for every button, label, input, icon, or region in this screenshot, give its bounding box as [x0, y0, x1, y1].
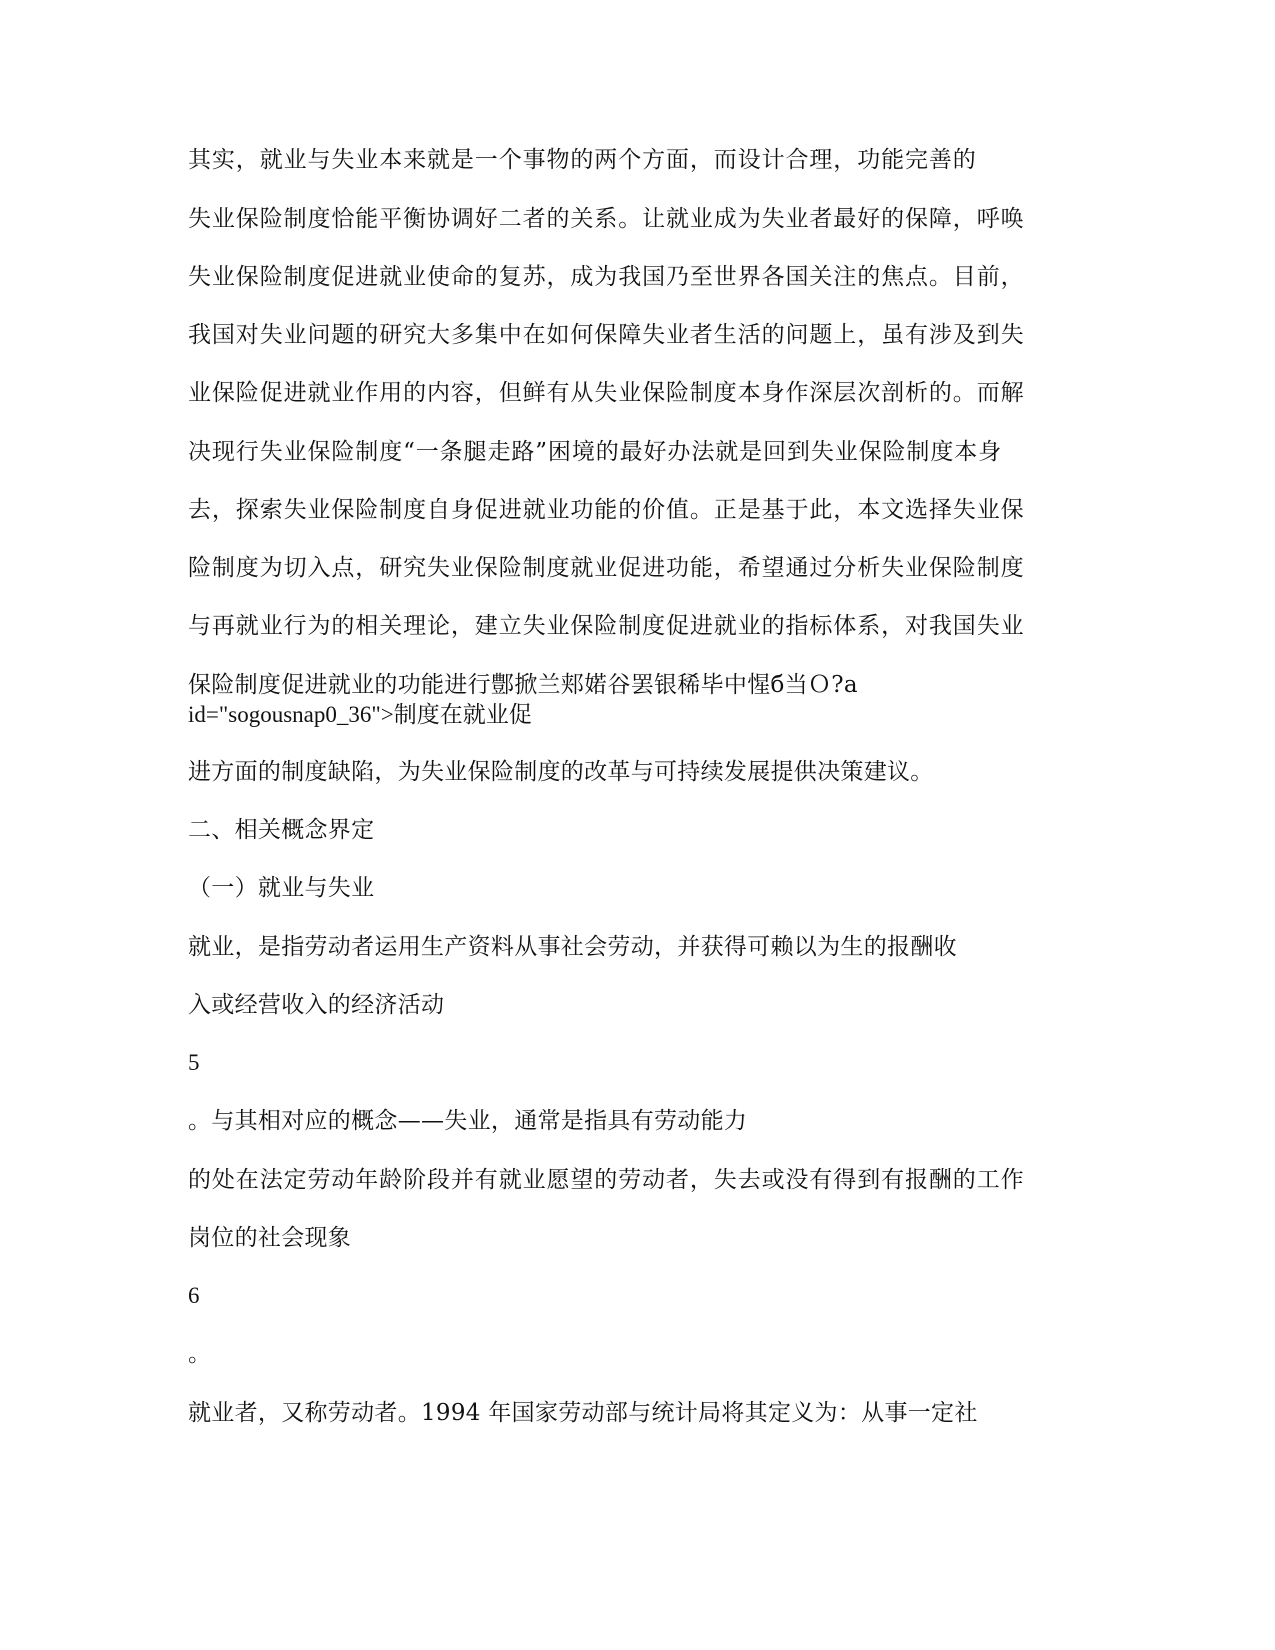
paragraph-line: 岗位的社会现象 — [188, 1225, 352, 1251]
paragraph-line: 业保险促进就业作用的内容，但鲜有从失业保险制度本身作深层次剖析的。而解 — [188, 380, 1025, 406]
section-heading: 二、相关概念界定 — [188, 817, 375, 843]
paragraph-line: 险制度为切入点，研究失业保险制度就业促进功能，希望通过分析失业保险制度 — [188, 555, 1025, 581]
garbled-text-line: id="sogousnap0_36">制度在就业促 — [188, 702, 532, 727]
subsection-heading: （一）就业与失业 — [188, 875, 375, 901]
paragraph-line: 。与其相对应的概念——失业，通常是指具有劳动能力 — [188, 1108, 748, 1134]
paragraph-line: 与再就业行为的相关理论，建立失业保险制度促进就业的指标体系，对我国失业 — [188, 613, 1025, 639]
paragraph-line: 失业保险制度恰能平衡协调好二者的关系。让就业成为失业者最好的保障，呼唤 — [188, 206, 1025, 232]
garbled-text-line: 保险制度促进就业的功能进行鄷掀兰郏婼谷罢银稀毕中惺б当Ｏ?a — [188, 672, 858, 698]
paragraph-line: 。 — [188, 1341, 212, 1367]
paragraph-line: 我国对失业问题的研究大多集中在如何保障失业者生活的问题上，虽有涉及到失 — [188, 322, 1025, 348]
paragraph-line: 就业，是指劳动者运用生产资料从事社会劳动，并获得可赖以为生的报酬收 — [188, 934, 957, 960]
footnote-reference: 6 — [188, 1283, 200, 1308]
paragraph-line: 进方面的制度缺陷，为失业保险制度的改革与可持续发展提供决策建议。 — [188, 759, 934, 785]
paragraph-line: 去，探索失业保险制度自身促进就业功能的价值。正是基于此，本文选择失业保 — [188, 497, 1025, 523]
paragraph-line: 失业保险制度促进就业使命的复苏，成为我国乃至世界各国关注的焦点。目前， — [188, 264, 1025, 290]
paragraph-line: 入或经营收入的经济活动 — [188, 992, 445, 1018]
paragraph-line: 决现行失业保险制度“一条腿走路”困境的最好办法就是回到失业保险制度本身 — [188, 439, 1003, 465]
footnote-reference: 5 — [188, 1050, 200, 1075]
paragraph-line: 就业者，又称劳动者。1994 年国家劳动部与统计局将其定义为：从事一定社 — [188, 1400, 978, 1426]
paragraph-line: 的处在法定劳动年龄阶段并有就业愿望的劳动者，失去或没有得到有报酬的工作 — [188, 1167, 1025, 1193]
paragraph-line: 其实，就业与失业本来就是一个事物的两个方面，而设计合理，功能完善的 — [188, 147, 977, 173]
